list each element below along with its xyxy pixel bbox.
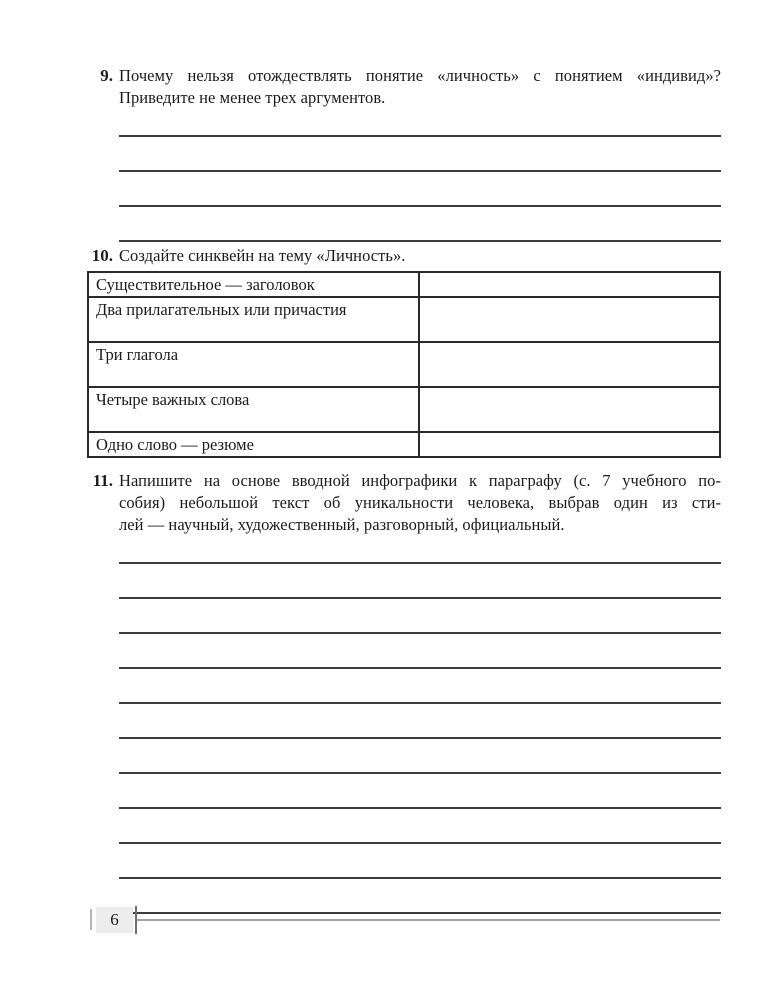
- answer-line[interactable]: [119, 102, 721, 137]
- table-row: [88, 297, 720, 342]
- page-number: 6: [110, 910, 119, 929]
- question-10: [85, 245, 721, 267]
- question-9-number: 9.: [100, 66, 113, 85]
- question-9-answer-area: [119, 102, 721, 242]
- table-row: [88, 342, 720, 387]
- table-row-label: Существительное — заголовок: [88, 272, 419, 297]
- question-11-text-line-3: лей — научный, художественный, разговорный, официальный.: [119, 515, 565, 534]
- question-11-text-line-2: собия) небольшой текст об уникальности человека, выбрав один из сти-: [119, 493, 721, 512]
- answer-line[interactable]: [119, 172, 721, 207]
- question-11-text-line-1: Напишите на основе вводной инфографики к параграфу (с. 7 учебного по-: [119, 471, 721, 490]
- table-row: [88, 272, 720, 297]
- answer-line[interactable]: [119, 599, 721, 634]
- table-answer-cell[interactable]: [419, 272, 720, 297]
- answer-line[interactable]: [119, 774, 721, 809]
- question-9-text-line-1: Почему нельзя отождествлять понятие «личность» с понятием «индивид»?: [119, 66, 721, 85]
- question-10-title: Создайте синквейн на тему «Личность».: [119, 246, 406, 265]
- answer-line[interactable]: [119, 529, 721, 564]
- answer-line[interactable]: [119, 669, 721, 704]
- question-9-text-line-2: Приведите не менее трех аргументов.: [119, 88, 386, 107]
- answer-line[interactable]: [119, 137, 721, 172]
- question-11-number: 11.: [92, 471, 113, 490]
- question-10-text: [119, 245, 721, 267]
- answer-line[interactable]: [119, 634, 721, 669]
- table-answer-cell[interactable]: [419, 387, 720, 432]
- answer-line[interactable]: [119, 207, 721, 242]
- answer-line[interactable]: [119, 704, 721, 739]
- footer-left-tick: [90, 909, 92, 930]
- question-11: [85, 470, 721, 536]
- answer-line[interactable]: [119, 739, 721, 774]
- cinquain-table: [87, 271, 721, 458]
- table-answer-cell[interactable]: [419, 432, 720, 457]
- table-answer-cell[interactable]: [419, 342, 720, 387]
- question-11-answer-area: [119, 529, 721, 914]
- page-number-box: [96, 907, 133, 933]
- table-row-label: Два прилагательных или причастия: [88, 297, 419, 342]
- table-row-label: Четыре важных слова: [88, 387, 419, 432]
- answer-line[interactable]: [119, 809, 721, 844]
- table-row: [88, 387, 720, 432]
- table-row-label: Одно слово — резюме: [88, 432, 419, 457]
- footer-rule-line: [137, 919, 720, 921]
- answer-line[interactable]: [119, 844, 721, 879]
- table-row-label: Три глагола: [88, 342, 419, 387]
- answer-line[interactable]: [119, 564, 721, 599]
- table-answer-cell[interactable]: [419, 297, 720, 342]
- question-10-number: 10.: [91, 246, 113, 265]
- answer-line[interactable]: [119, 879, 721, 914]
- table-row: [88, 432, 720, 457]
- question-11-text: [119, 470, 721, 536]
